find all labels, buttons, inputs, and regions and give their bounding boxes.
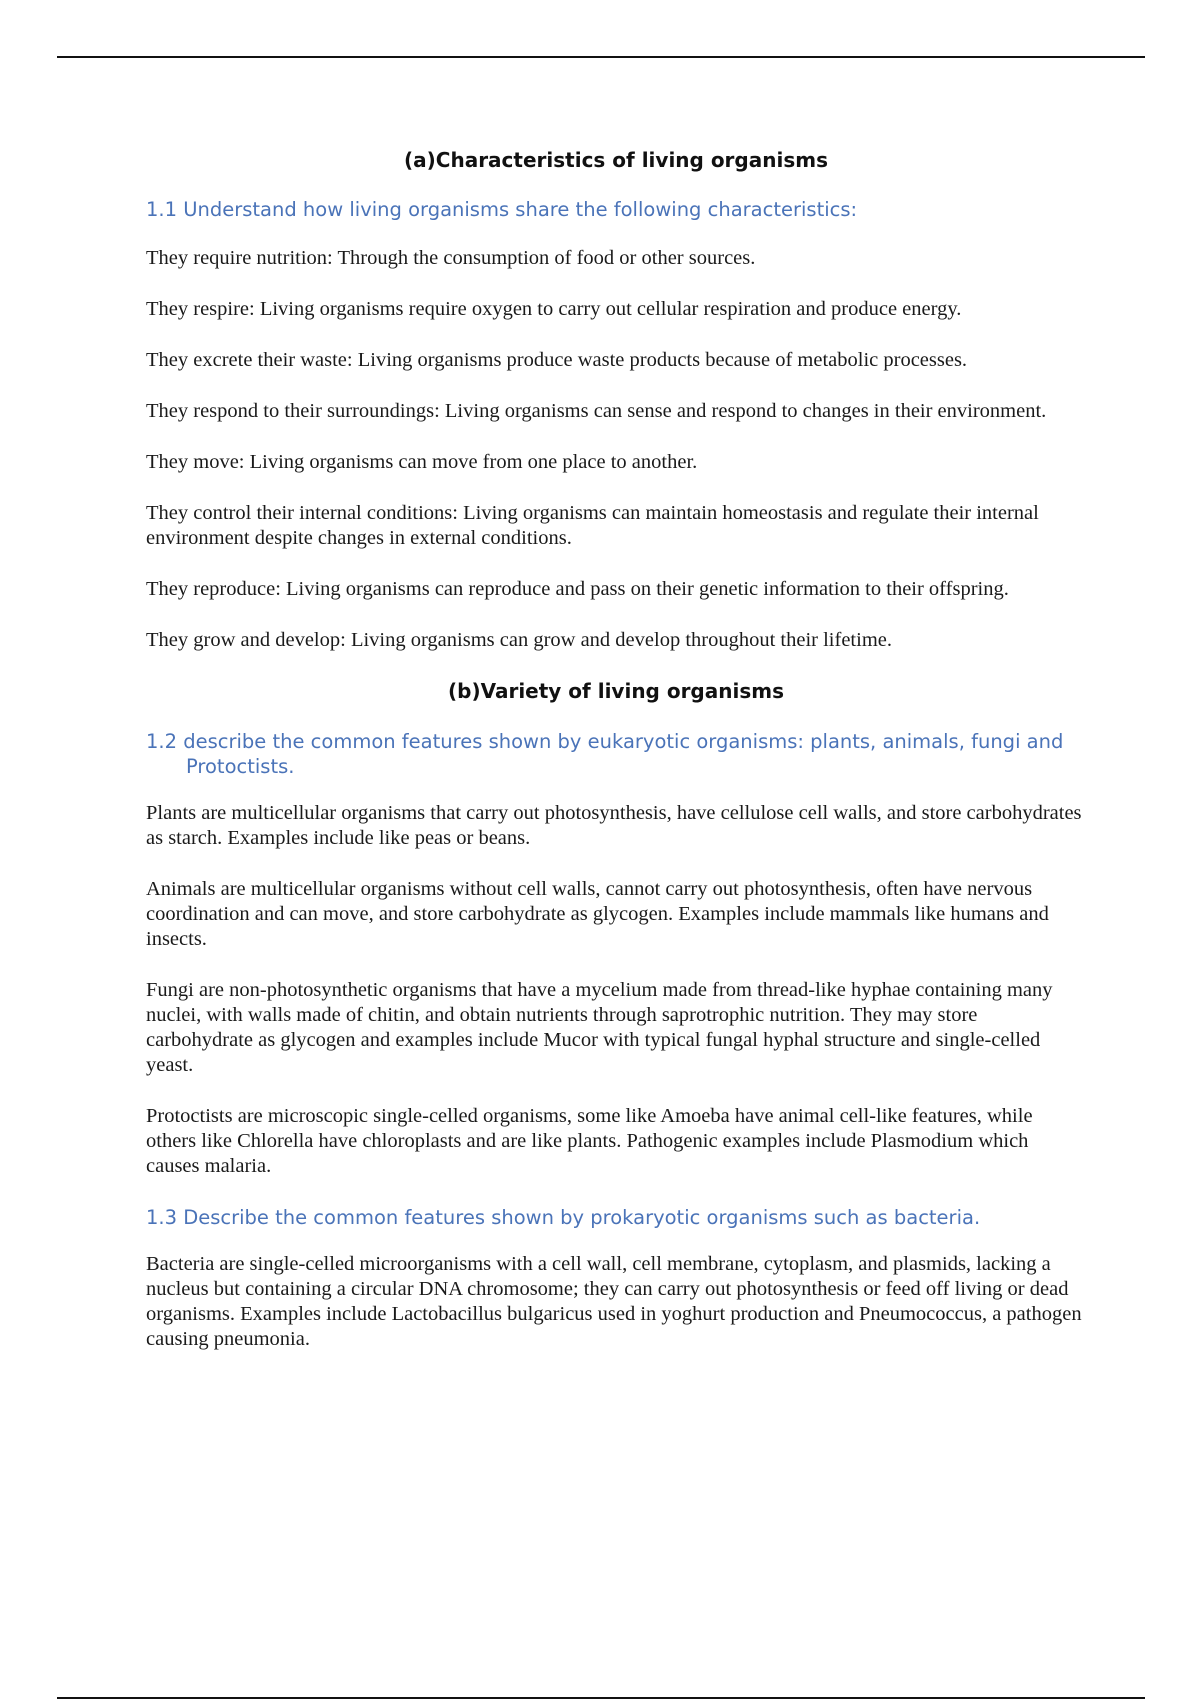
characteristic-reproduction: They reproduce: Living organisms can reproduce and pass on their genetic information to their offspring. [146, 578, 1009, 600]
fungi-paragraph: Fungi are non-photosynthetic organisms that have a mycelium made from thread-like hyphae containing many nuclei, with walls made of chitin, and obtain nutrients through saprotrophic nutrition. They may store carbohydrate as glycogen and examples include Mucor with typical fungal hyphal structure and single-celled yeast. [146, 979, 1053, 1076]
characteristic-sensitivity: They respond to their surroundings: Living organisms can sense and respond to changes in their environment. [146, 400, 1047, 422]
bacteria-paragraph: Bacteria are single-celled microorganisms with a cell wall, cell membrane, cytoplasm, and plasmids, lacking a nucleus but containing a circular DNA chromosome; they can carry out photosynthesis or feed off living or dead organisms. Examples include Lactobacillus bulgaricus used in yoghurt production and Pneumococcus, a pathogen causing pneumonia. [146, 1253, 1082, 1350]
bottom-rule [57, 1697, 1145, 1699]
characteristic-movement: They move: Living organisms can move from one place to another. [146, 451, 698, 473]
characteristic-nutrition: They require nutrition: Through the consumption of food or other sources. [146, 247, 756, 269]
subheading-1-1: 1.1 Understand how living organisms share the following characteristics: [146, 198, 858, 221]
top-rule [57, 56, 1145, 58]
section-a-heading: (a)Characteristics of living organisms [404, 148, 828, 172]
characteristic-growth: They grow and develop: Living organisms can grow and develop throughout their lifetime. [146, 629, 892, 651]
subheading-1-3: 1.3 Describe the common features shown by prokaryotic organisms such as bacteria. [146, 1206, 981, 1229]
characteristic-excretion: They excrete their waste: Living organisms produce waste products because of metabolic processes. [146, 349, 968, 371]
protoctists-paragraph: Protoctists are microscopic single-celled organisms, some like Amoeba have animal cell-like features, while others like Chlorella have chloroplasts and are like plants. Pathogenic examples include Plasmodium which causes malaria. [146, 1105, 1033, 1177]
plants-paragraph: Plants are multicellular organisms that carry out photosynthesis, have cellulose cell walls, and store carbohydrates as starch. Examples include like peas or beans. [146, 802, 1082, 849]
animals-paragraph: Animals are multicellular organisms without cell walls, cannot carry out photosynthesis, often have nervous coordination and can move, and store carbohydrate as glycogen. Examples include mammals like humans and insects. [146, 878, 1049, 950]
subheading-1-2: 1.2 describe the common features shown by eukaryotic organisms: plants, animals, fungi and Protoctists. [146, 730, 1064, 778]
characteristic-homeostasis: They control their internal conditions: Living organisms can maintain homeostasis and regulate their internal environment despite changes in external conditions. [146, 502, 1039, 549]
section-b-heading: (b)Variety of living organisms [447, 679, 784, 703]
characteristic-respiration: They respire: Living organisms require oxygen to carry out cellular respiration and produce energy. [146, 298, 962, 320]
document-body [146, 140, 1086, 1352]
